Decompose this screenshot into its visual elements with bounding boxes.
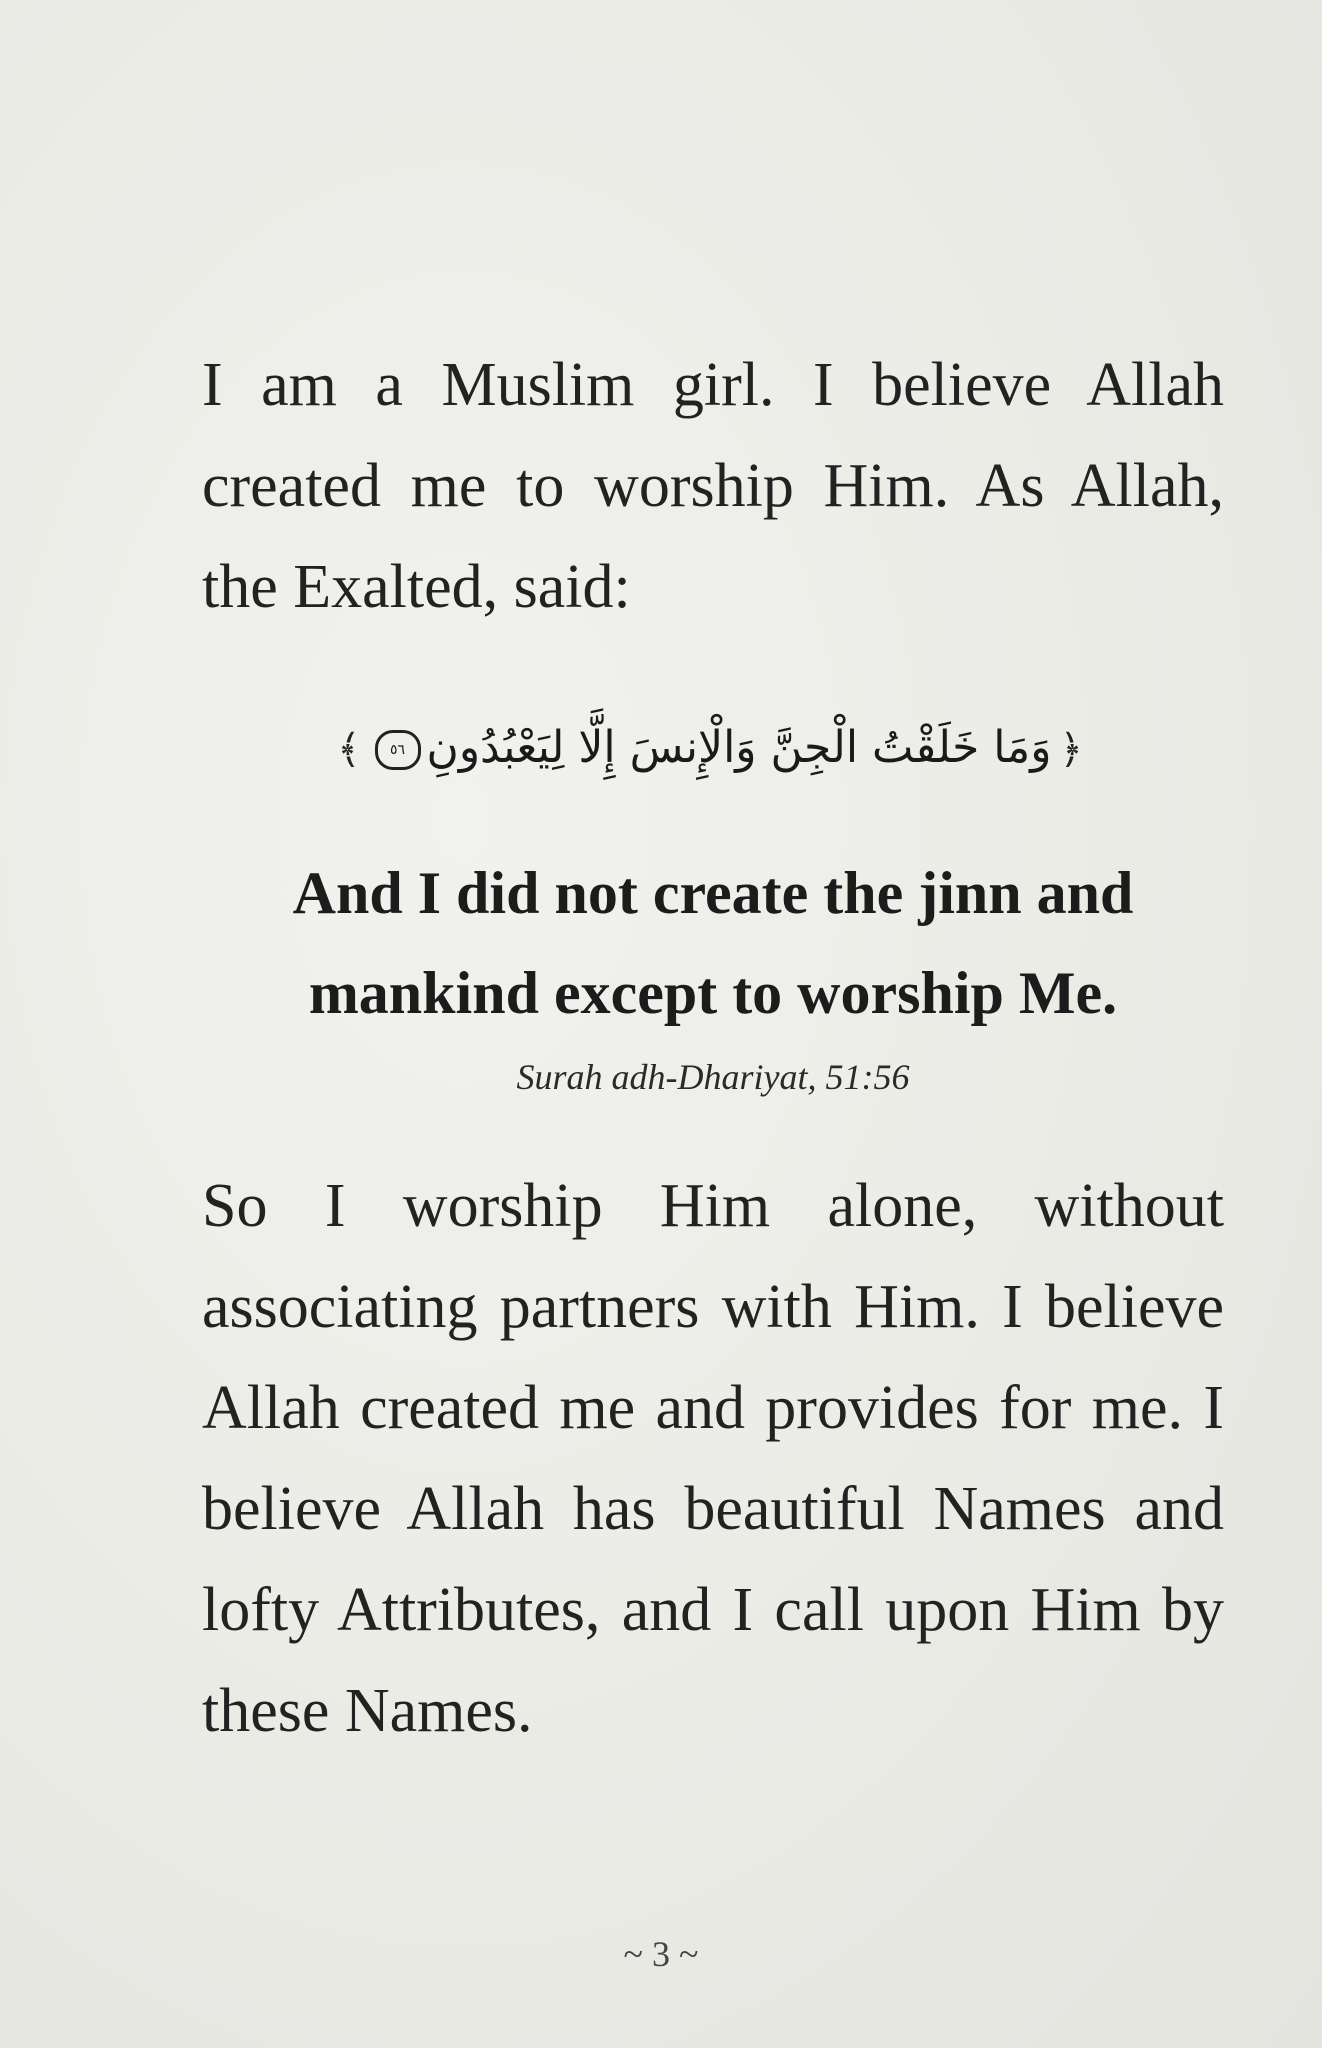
verse-reference: Surah adh-Dhariyat, 51:56 (516, 1057, 910, 1097)
translation-line-2: mankind except to worship Me. (308, 960, 1118, 1026)
quran-verse-arabic (300, 708, 1120, 788)
translation-line-1: And I did not create the jinn and (292, 860, 1134, 926)
body-paragraph: So I worship Him alone, without associating partners with Him. I believe Allah created me and provides for me. I believe Allah has beautiful Names and lofty Attributes, and I call upon Him by these Names. (202, 1172, 1224, 1745)
page-number: ~ 3 ~ (623, 1934, 699, 1974)
ornate-bracket-close: ﴾ (337, 727, 361, 773)
arabic-verse-text: وَمَا خَلَقْتُ الْجِنَّ وَالْإِنسَ إِلَّا لِيَعْبُدُونِ (426, 722, 1052, 773)
verse-translation (202, 843, 1224, 1043)
ayah-number-marker: ٥٦ (375, 730, 421, 770)
intro-paragraph: I am a Muslim girl. I believe Allah created me to worship Him. As Allah, the Exalted, said: (202, 351, 1224, 621)
ornate-bracket-open: ﴿ (1059, 727, 1083, 773)
